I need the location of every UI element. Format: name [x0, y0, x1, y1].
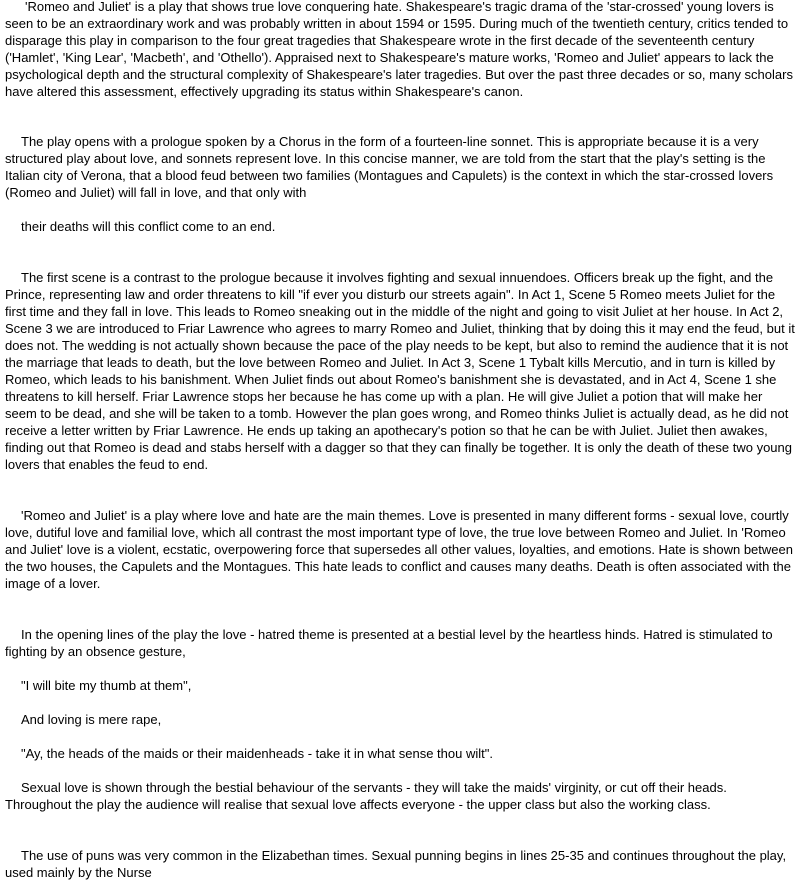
paragraph-prologue-continued: their deaths will this conflict come to an end. [21, 219, 276, 234]
paragraph-opening-lines: In the opening lines of the play the love - hatred theme is presented at a bestial level by the heartless hinds. Hatred is stimulated to fighting by an obsence gesture, [5, 627, 777, 659]
paragraph-first-scene: The first scene is a contrast to the prologue because it involves fighting and sexual innuendoes. Officers break up the fight, and the Prince, representing law and order threatens to kill "if ever you disturb our streets again". In Act 1, Scene 5 Romeo meets Juliet for the first time and they fall in love. This leads to Romeo sneaking out in the middle of the night and going to visit Juliet at her house. In Act 2, Scene 3 we are introduced to Friar Lawrence who agrees to marry Romeo and Juliet, thinking that by doing this it may end the feud, but it does not. The wedding is not actually shown because the pace of the play needs to be kept, but also to remind the audience that it is not the marriage that leads to death, but the love between Romeo and Juliet. In Act 3, Scene 1 Tybalt kills Mercutio, and in turn is killed by Romeo, which leads to his banishment. When Juliet finds out about Romeo's banishment she is devastated, and in Act 4, Scene 1 she threatens to kill herself. Friar Lawrence stops her because he has come up with a plan. He will give Juliet a potion that will make her seem to be dead, and she will be taken to a tomb. However the plan goes wrong, and Romeo thinks Juliet is actually dead, as he did not receive a letter written by Friar Lawrence. He ends up taking an apothecary's potion so that he can be with Juliet. Juliet then awakes, finding out that Romeo is dead and stabs herself with a dagger so that they can finally be together. It is only the death of these two young lovers that enables the feud to end. [5, 270, 799, 472]
paragraph-themes: 'Romeo and Juliet' is a play where love and hate are the main themes. Love is presented in many different forms - sexual love, courtly love, dutiful love and familial love, which all contrast the most important type of love, the true love between Romeo and Juliet. In 'Romeo and Juliet' love is a violent, ecstatic, overpowering force that supersedes all other values, loyalties, and emotions. Hate is shown between the two houses, the Capulets and the Montagues. This hate leads to conflict and causes many deaths. Death is often associated with the image of a lover. [5, 508, 797, 591]
paragraph-prologue: The play opens with a prologue spoken by a Chorus in the form of a fourteen-line sonnet. This is appropriate because it is a very structured play about love, and sonnets represent love. In this concise manner, we are told from the start that the play's setting is the Italian city of Verona, that a blood feud between two families (Montagues and Capulets) is the context in which the star-crossed lovers (Romeo and Juliet) will fall in love, and that only with [5, 134, 777, 200]
paragraph-sexual-love: Sexual love is shown through the bestial behaviour of the servants - they will take the maids' virginity, or cut off their heads. Throughout the play the audience will realise that sexual love affects everyone - the upper class but also the working class. [5, 780, 731, 812]
paragraph-introduction: 'Romeo and Juliet' is a play that shows true love conquering hate. Shakespeare's tragic drama of the 'star-crossed' young lovers is seen to be an extraordinary work and was probably written in about 1594 or 1595. During much of the twentieth century, critics tended to disparage this play in comparison to the four great tragedies that Shakespeare wrote in the first decade of the seventeenth century ('Hamlet', 'King Lear', 'Macbeth', and 'Othello'). Appraised next to Shakespeare's mature works, 'Romeo and Juliet' appears to lack the psychological depth and the structural complexity of Shakespeare's later tragedies. But over the past three decades or so, many scholars have altered this assessment, effectively upgrading its status within Shakespeare's canon. [5, 0, 797, 99]
paragraph-puns: The use of puns was very common in the Elizabethan times. Sexual punning begins in lines 25-35 and continues throughout the play, used mainly by the Nurse [5, 848, 790, 880]
quote-bite-thumb: "I will bite my thumb at them", [21, 678, 192, 693]
quote-maidenheads: "Ay, the heads of the maids or their maidenheads - take it in what sense thou wilt". [21, 746, 493, 761]
quote-mere-rape: And loving is mere rape, [21, 712, 162, 727]
